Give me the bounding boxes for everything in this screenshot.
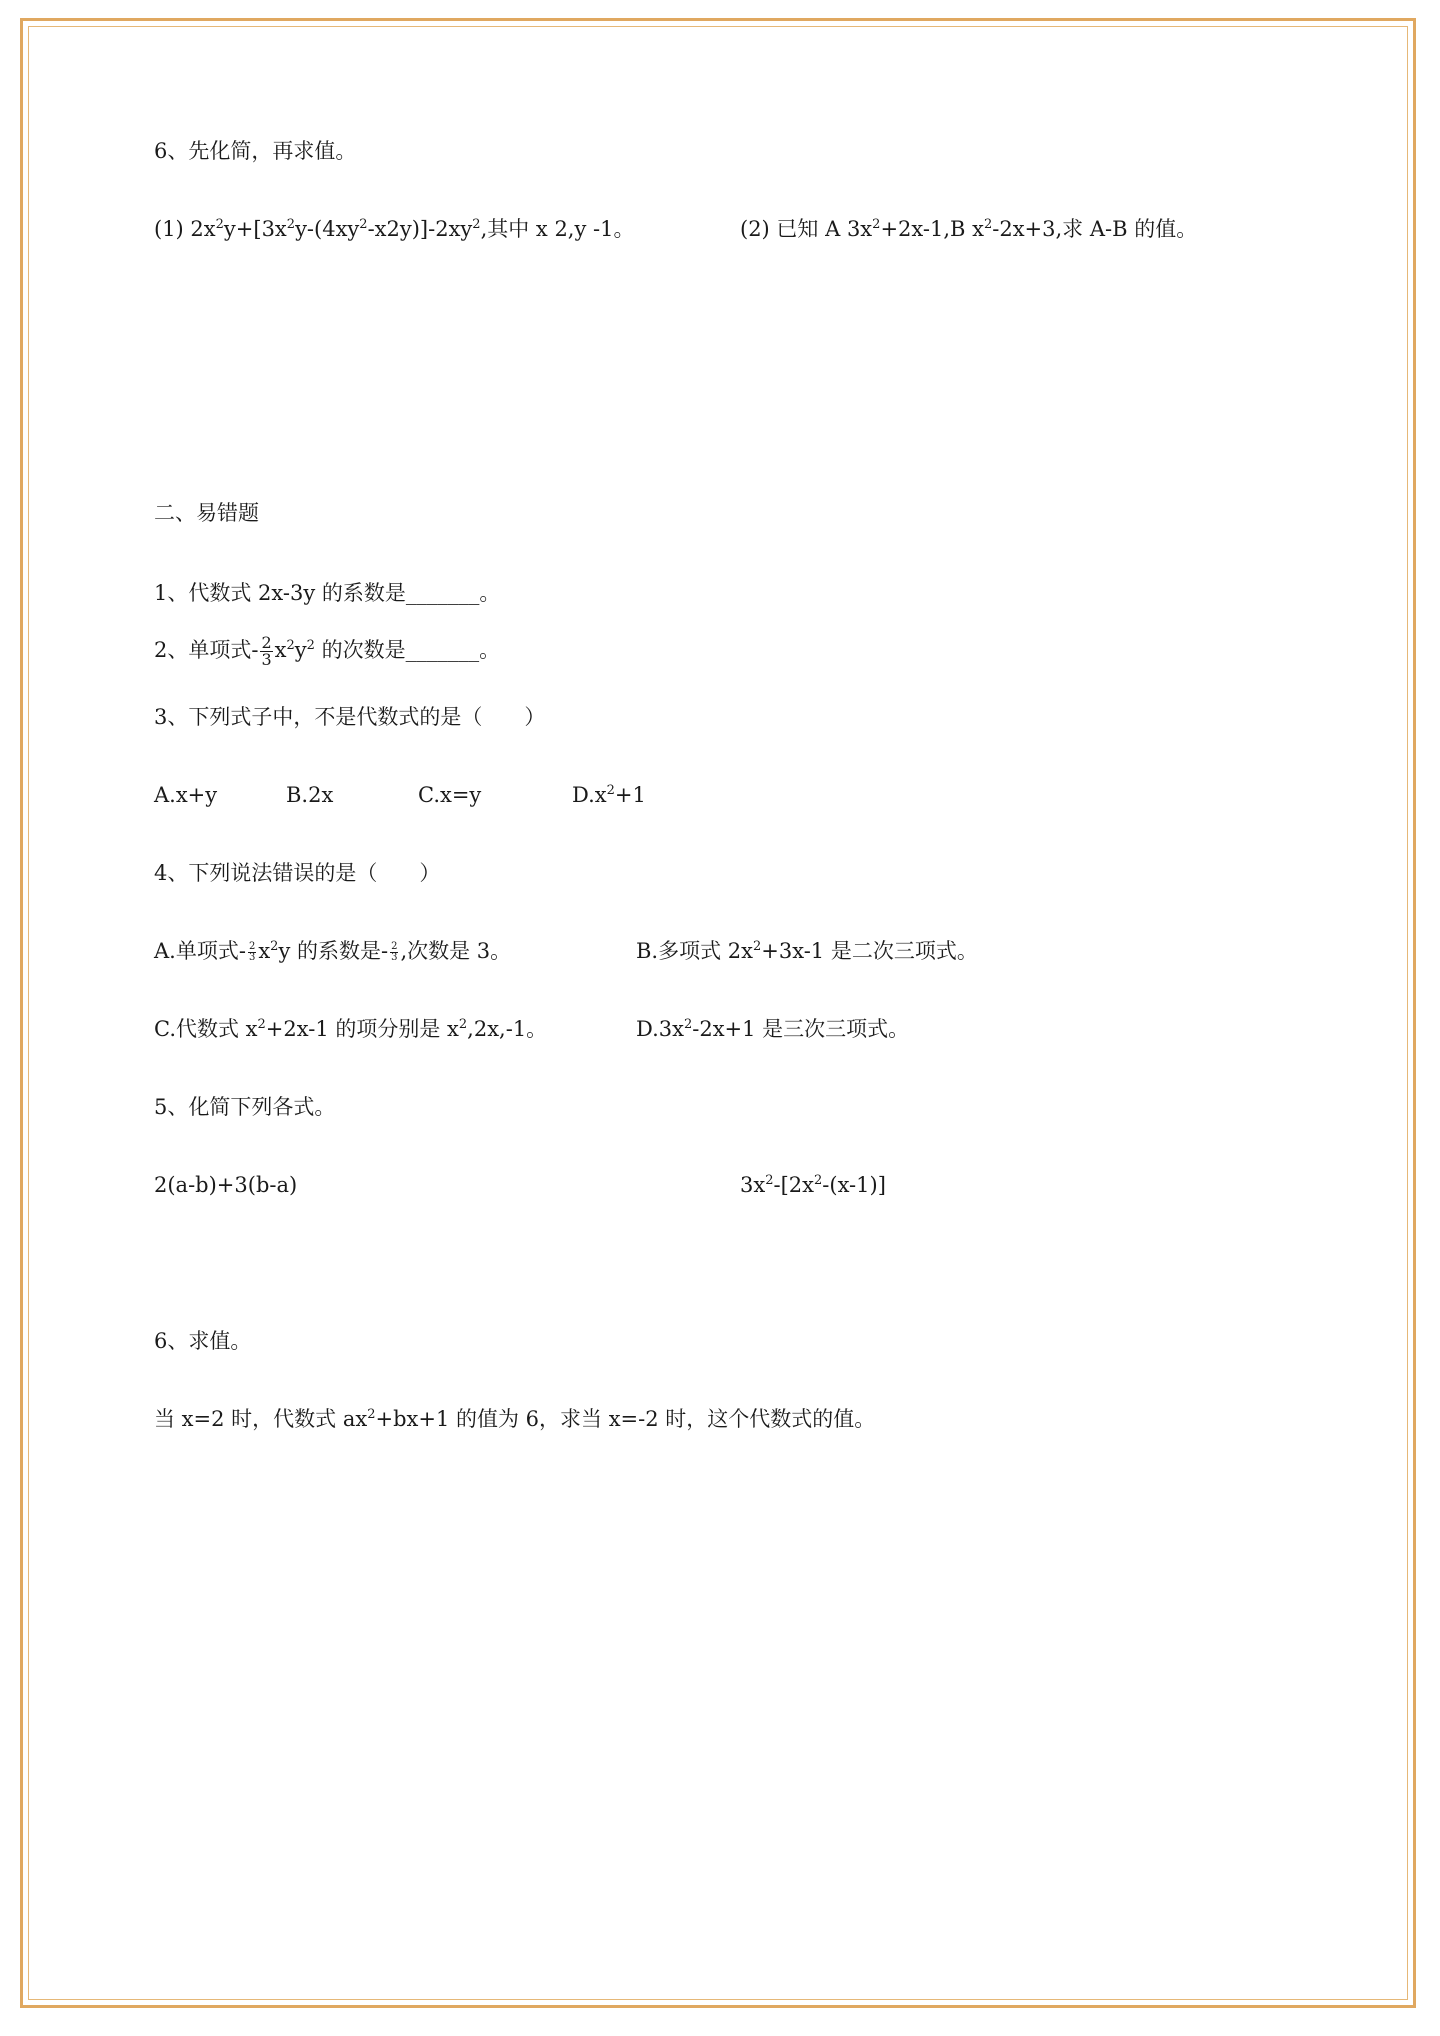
question-4: 4、下列说法错误的是（ ）: [154, 861, 441, 885]
fraction: $\frac{2}{3}$: [391, 941, 398, 963]
question-2: 2、单项式- $\frac{2}{3}$ $x^2y^2$ 的次数是_______。: [154, 633, 501, 669]
question-5-expr-b: $3x^2-[2x^2-(x-1)]$: [740, 1173, 886, 1197]
question-6-part-2: (2) 已知 A $3x^2+2x-1,B$ $x^2-2x+3$,求 A-B 的值。: [740, 217, 1198, 241]
fraction: $\frac{2}{3}$: [248, 941, 256, 963]
option-b: B.2x: [286, 783, 334, 807]
question-5: 5、化简下列各式。: [154, 1095, 336, 1119]
question-3: 3、下列式子中，不是代数式的是（ ）: [154, 705, 546, 729]
question-4-option-b: B.多项式 $2x^2+3x-1$ 是二次三项式。: [636, 939, 978, 963]
option-c: C.x=y: [418, 783, 482, 807]
question-1: 1、代数式 2x-3y 的系数是_______。: [154, 581, 501, 605]
page-border-inner: [28, 26, 1408, 2000]
question-4-option-a: A.单项式- $\frac{2}{3}$ $x^2y$ 的系数是- $\frac{2}{3}$ ,次数是 3。: [154, 939, 512, 963]
question-4-option-d: $D.3x^2-2x+1$ 是三次三项式。: [636, 1017, 910, 1041]
option-d: $D.x^2+1$: [572, 783, 646, 807]
question-4-option-c: C.代数式 $x^2+2x-1$ 的项分别是 $x^2,2x,-1$。: [154, 1017, 548, 1041]
question-5-expr-a: 2(a-b)+3(b-a): [154, 1173, 298, 1197]
option-a: A.x+y: [154, 783, 218, 807]
question-6-part-1: (1) $2x^2y+[3x^2y-(4xy^2-x2y)]-2xy^2$,其中 x 2,y -1。: [154, 217, 635, 241]
question-3-options: [154, 780, 646, 810]
section-2-title: 二、易错题: [154, 501, 259, 525]
fraction: $\frac{2}{3}$: [261, 633, 272, 669]
question-6-title: 6、先化简，再求值。: [154, 139, 357, 163]
question-6b: 当 x=2 时，代数式 $ax^2+bx+1$ 的值为 6，求当 x=-2 时，这个代数式的值。: [154, 1407, 876, 1431]
question-6b-title: 6、求值。: [154, 1329, 252, 1353]
